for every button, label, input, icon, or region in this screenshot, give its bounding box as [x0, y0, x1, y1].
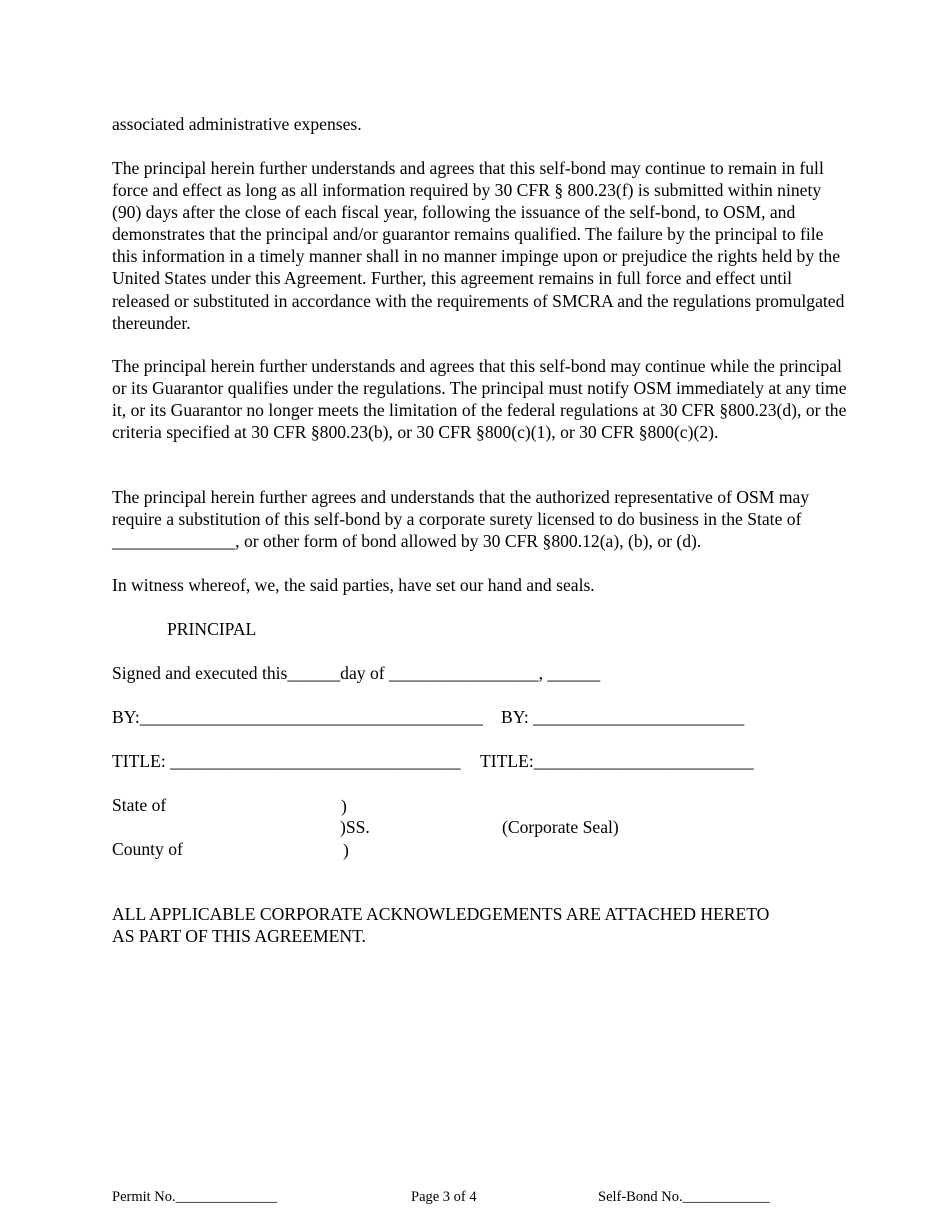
paragraph-witness: In witness whereof, we, the said parties, have set our hand and seals.: [112, 575, 595, 595]
corporate-seal-label: (Corporate Seal): [502, 817, 619, 837]
footer-page-number: Page 3 of 4: [411, 1189, 477, 1205]
signed-executed-line: Signed and executed this______day of _________________, ______: [112, 663, 601, 683]
principal-heading: PRINCIPAL: [167, 619, 257, 639]
paren-top: ): [341, 796, 347, 816]
continuation-text: associated administrative expenses.: [112, 114, 362, 134]
county-label: County of: [112, 839, 183, 859]
state-label: State of: [112, 795, 167, 815]
footer-permit-number: Permit No.______________: [112, 1189, 278, 1205]
paragraph-reporting: The principal herein further understands and agrees that this self-bond may continue to remain in full force and effect as long as all information required by 30 CFR § 800.23(f) is submitted within ninety (90) days after the close of each fiscal year, following the issuance of the self-bond, to OSM, and demonstrates that the principal and/or guarantor remains qualified. The failure by the principal to file this information in a timely manner shall in no manner impinge upon or prejudice the rights held by the United States under this Agreement. Further, this agreement remains in full force and effect until released or substituted in accordance with the requirements of SMCRA and the regulations promulgated thereunder.: [112, 158, 845, 333]
by-right-line: BY: ________________________: [501, 707, 745, 727]
title-left-line: TITLE: _________________________________: [112, 751, 461, 771]
acknowledgement-line-2: AS PART OF THIS AGREEMENT.: [112, 926, 366, 946]
acknowledgement-line-1: ALL APPLICABLE CORPORATE ACKNOWLEDGEMENTS ARE ATTACHED HERETO: [112, 904, 770, 924]
paragraph-qualification: The principal herein further understands and agrees that this self-bond may continue while the principal or its Guarantor qualifies under the regulations. The principal must notify OSM immediately at any time it, or its Guarantor no longer meets the limitation of the federal regulations at 30 CFR §800.23(d), or the criteria specified at 30 CFR §800.23(b), or 30 CFR §800(c)(1), or 30 CFR §800(c)(2).: [112, 356, 847, 443]
ss-label: )SS.: [340, 817, 370, 837]
by-left-line: BY:_______________________________________: [112, 707, 483, 727]
footer-self-bond-number: Self-Bond No.____________: [598, 1189, 770, 1205]
paragraph-substitution: The principal herein further agrees and understands that the authorized representative of OSM may require a substitution of this self-bond by a corporate surety licensed to do business in the State of ______________, or other form of bond allowed by 30 CFR §800.12(a), (b), or (d).: [112, 487, 810, 552]
title-right-line: TITLE:_________________________: [480, 751, 754, 771]
paren-bottom: ): [343, 840, 349, 860]
